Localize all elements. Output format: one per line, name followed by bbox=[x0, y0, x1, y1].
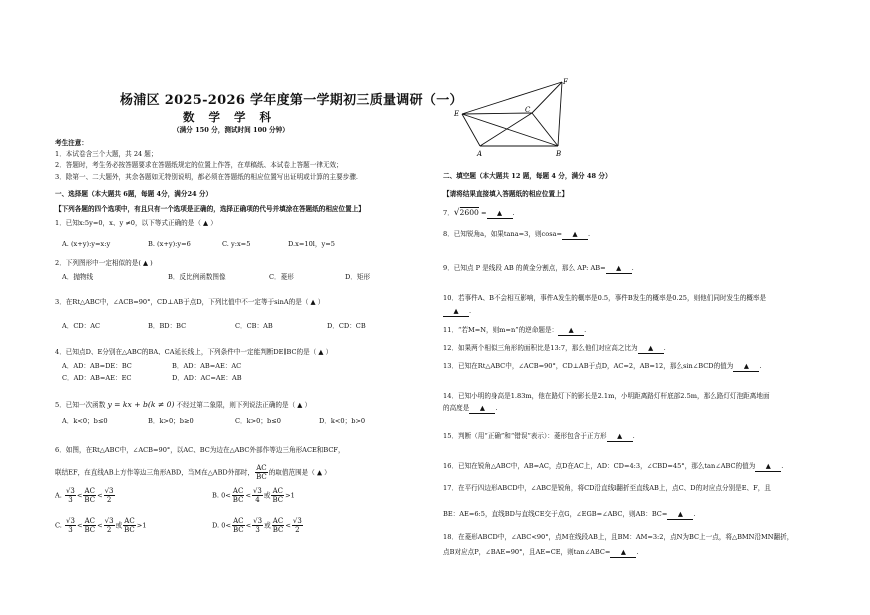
q3-option-c: C．CB：AB bbox=[235, 322, 273, 330]
q5-option-c: C．k>0；b≤0 bbox=[235, 417, 281, 425]
q16-answer-blank: ▲ bbox=[755, 462, 781, 472]
q10-answer-blank: ▲ bbox=[443, 307, 469, 317]
q6-option-c: C. $\frac{√3}{3}$ < $\frac{AC}{BC}$ < $\frac{√3}{2}$ 或 $\frac{AC}{BC}$ >1 bbox=[55, 517, 147, 534]
figure-label-e: E bbox=[454, 110, 460, 118]
q4-option-a: A．AD：AB=DE：BC bbox=[62, 362, 132, 370]
q15: 15．判断（用“正确”和“错误”表示）：菱形包含于正方形 ▲ . bbox=[443, 432, 635, 440]
q15-answer-blank: ▲ bbox=[607, 432, 633, 442]
q4-option-b: B．AD：AB=AE：AC bbox=[172, 362, 242, 370]
q17-line2: BE：AE=6:5，直线BD与直线CE交于点G，∠EGB=∠ABC，则AB：BC= ▲ . bbox=[443, 510, 696, 518]
q11: 11．“若M=N，则m=n”的逆命题是： ▲ . bbox=[443, 326, 587, 334]
notes-heading: 考生注意： bbox=[55, 139, 88, 147]
q4-option-c: C．AD：AB=AE：EC bbox=[62, 374, 132, 382]
q4-stem: 4．已知点D、E分别在△ABC的BA、CA延长线上，下列条件中一定能判断DE∥BC的是（ ▲ ） bbox=[55, 348, 333, 356]
q2-stem: 2．下列图形中一定相似的是( ▲ ) bbox=[55, 259, 153, 267]
figure-label-c: C bbox=[525, 106, 531, 114]
q14-answer-blank: ▲ bbox=[469, 404, 495, 414]
q16: 16．已知在锐角△ABC中，AB=AC，点D在AC上，AD：CD=4:3，∠CBD=45°，那么tan∠ABC的值为 ▲ . bbox=[443, 462, 784, 470]
q17-line1: 17．在平行四边形ABCD中，∠ABC是锐角，将CD沿直线l翻折至直线AB上，点C、D的对应点分别是E、F，且 bbox=[443, 484, 771, 492]
q5-option-d: D．k<0；b>0 bbox=[319, 417, 366, 425]
page-title: 杨浦区 2025-2026 学年度第一学期初三质量调研（一） bbox=[120, 93, 463, 108]
q6-line1: 6．如图，在Rt△ABC中，∠ACB=90°，以AC、BC为边在△ABC外部作等边三角形ACE和BCF， bbox=[55, 446, 345, 454]
q1-option-a: A. (x+y):y=x:y bbox=[62, 240, 111, 248]
q17-answer-blank: ▲ bbox=[667, 510, 693, 520]
q10-line1: 10．若事件A、B不会相互影响，事件A发生的概率是0.5，事件B发生的概率是0.25，则他们同时发生的概率是 bbox=[443, 294, 767, 302]
q4-option-d: D．AD：AC=AE：AB bbox=[172, 374, 242, 382]
q14-line1: 14．已知小明的身高是1.83m，他在路灯下的影长是2.1m，小明距离路灯杆底部2.5m，那么路灯灯泡距离地面 bbox=[443, 392, 770, 400]
geometry-figure bbox=[448, 76, 578, 162]
q13-answer-blank: ▲ bbox=[733, 362, 759, 372]
section2-heading: 二、填空题（本大题共 12 题，每题 4 分，满分 48 分） bbox=[443, 172, 612, 180]
note-1: 1．本试卷含三个大题，共 24 题； bbox=[55, 150, 158, 158]
q1-option-c: C. y:x=5 bbox=[222, 240, 251, 248]
q8-answer-blank: ▲ bbox=[562, 230, 588, 240]
q5-function-expr: y = kx + b(k ≠ 0) bbox=[107, 400, 175, 409]
q11-answer-blank: ▲ bbox=[558, 326, 584, 336]
q1-option-b: B. (x+y):y=6 bbox=[148, 240, 191, 248]
note-3: 3．除第一、二大题外，其余各题如无特别说明，都必须在答题纸的相应位置写出证明或计算的主要步骤. bbox=[55, 173, 359, 181]
q1-option-d: D.x=10l，y=5 bbox=[288, 240, 335, 248]
figure-label-b: B bbox=[556, 150, 562, 158]
note-2: 2．答题时，考生务必按答题要求在答题纸规定的位置上作答，在草稿纸、本试卷上答题一律无效； bbox=[55, 161, 343, 169]
q2-option-c: C．菱形 bbox=[269, 273, 294, 281]
q14-line2: 的高度是 ▲ . bbox=[443, 404, 498, 412]
q18-answer-blank: ▲ bbox=[610, 548, 636, 558]
q2-option-a: A．抛物线 bbox=[62, 273, 94, 281]
figure-label-a: A bbox=[477, 150, 483, 158]
q8: 8．已知锐角a，如果tana=3，则cosa= ▲ . bbox=[443, 230, 591, 238]
section1-instruction: 【下列各题的四个选项中，有且只有一个选项是正确的，选择正确项的代号并填涂在答题纸的相应位置上】 bbox=[55, 205, 365, 213]
subject-title: 数 学 学 科 bbox=[183, 110, 277, 124]
q3-stem: 3．在Rt△ABC中，∠ACB=90°，CD⊥AB于点D，下列比值中不一定等于sinA的是（ ▲ ） bbox=[55, 298, 325, 306]
q13: 13．已知在Rt△ABC中，∠ACB=90°，CD⊥AB于点D，AC=2，AB=12，那么sin∠BCD的值为 ▲ . bbox=[443, 362, 762, 370]
q18-line1: 18．在菱形ABCD中，∠ABC<90°，点M在线段AB上，且BM：AM=3:2，点N为BC上一点，将△BMN沿MN翻折， bbox=[443, 533, 794, 541]
q7-radicand: 2600 bbox=[459, 208, 479, 217]
section2-instruction: 【请将结果直接填入答题纸的相应位置上】 bbox=[443, 190, 569, 198]
q7-answer-blank: ▲ bbox=[487, 209, 513, 219]
q6-line2: 联结EF，在直线AB上方作等边三角形ABD，当M在△ABD外部时， $\frac{AC}{BC}$ 的取值范围是（ ▲ ） bbox=[55, 464, 331, 481]
q6-option-d: D. 0< $\frac{AC}{BC}$ < $\frac{√3}{3}$ 或 $\frac{AC}{BC}$ < $\frac{√3}{2}$ bbox=[212, 517, 302, 534]
q1-stem: 1．已知x:5y=0，x、y ≠0，以下等式正确的是（ ▲ ） bbox=[55, 219, 217, 227]
q5-stem: 5．已知一次函数 y = kx + b(k ≠ 0) 不经过第二象限，则下列说法正确的是（ ▲ ） bbox=[55, 400, 312, 409]
q7: 7．√2600 = ▲ . bbox=[443, 208, 515, 218]
q12-answer-blank: ▲ bbox=[638, 344, 664, 354]
q3-option-a: A．CD：AC bbox=[62, 322, 101, 330]
q9-answer-blank: ▲ bbox=[606, 264, 632, 274]
exam-info: （满分 150 分，测试时间 100 分钟） bbox=[173, 126, 289, 134]
q5-option-a: A．k<0；b≤0 bbox=[62, 417, 108, 425]
section1-heading: 一、选择题（本大题共 6题，每题 4分，满分24 分） bbox=[55, 190, 213, 198]
q2-option-d: D．矩形 bbox=[345, 273, 371, 281]
q10-line2: ▲ . bbox=[443, 307, 471, 317]
q2-option-b: B．反比例函数图像 bbox=[168, 273, 226, 281]
q9: 9．已知点 P 是线段 AB 的黄金分割点，那么 AP: AB= ▲ . bbox=[443, 264, 634, 272]
q6-option-b: B. 0< $\frac{AC}{BC}$ < $\frac{√3}{4}$ 或 $\frac{AC}{BC}$ >1 bbox=[212, 487, 295, 504]
q12: 12．如果两个相似三角形的面积比是13:7，那么他们对应高之比为 ▲ . bbox=[443, 344, 666, 352]
figure-label-f: F bbox=[563, 78, 568, 86]
q6-option-a: A. $\frac{√3}{3}$ < $\frac{AC}{BC}$ < $\frac{√3}{2}$ bbox=[55, 487, 114, 504]
q3-option-d: D．CD：CB bbox=[327, 322, 366, 330]
q3-option-b: B．BD：BC bbox=[148, 322, 187, 330]
q18-line2: 点B对应点P，∠BAE=90°，且AE=CE，则tan∠ABC= ▲ . bbox=[443, 548, 639, 556]
q5-option-b: B．k>0；b≥0 bbox=[148, 417, 194, 425]
